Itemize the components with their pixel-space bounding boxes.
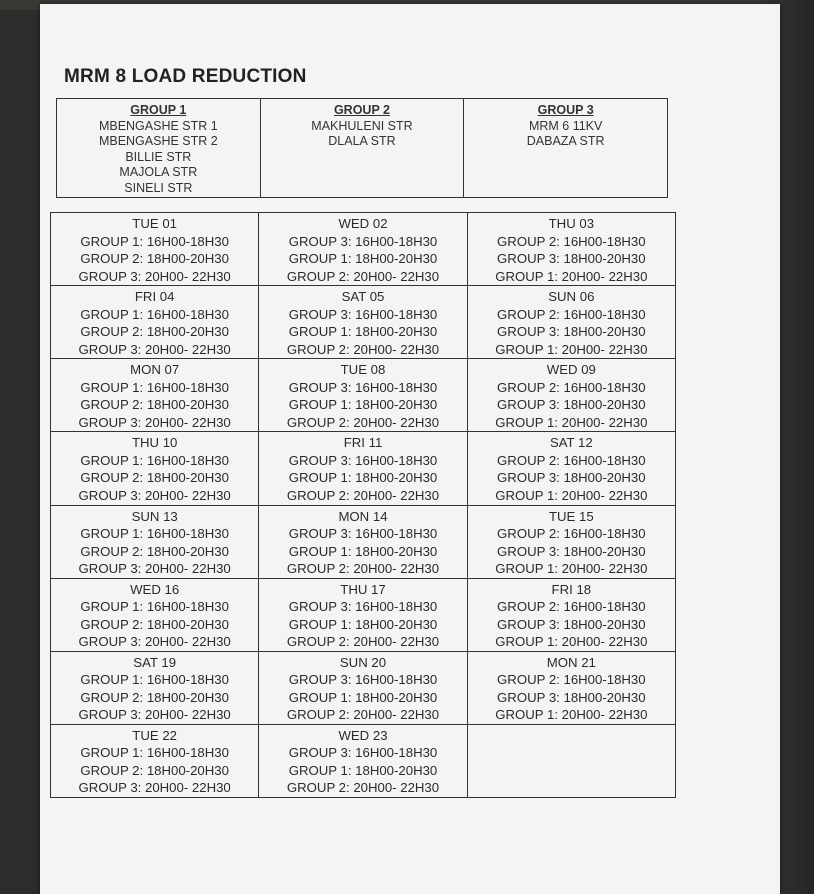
time-slot: GROUP 2: 18H00-20H30 (80, 251, 229, 266)
day-label: WED 23 (338, 727, 388, 743)
time-slot: GROUP 3: 16H00-18H30 (288, 599, 438, 615)
day-label: SUN 13 (131, 508, 178, 524)
street-name: MRM 6 11KV (528, 118, 603, 133)
day-label: WED 02 (338, 216, 388, 231)
time-slot: GROUP 1: 16H00-18H30 (80, 306, 229, 322)
day-cell (259, 359, 467, 432)
time-slot: GROUP 1: 16H00-18H30 (80, 599, 229, 615)
time-slot: GROUP 2: 16H00-18H30 (497, 452, 646, 468)
time-slot: GROUP 2: 20H00- 22H30 (286, 780, 440, 796)
time-slot: GROUP 3: 20H00- 22H30 (78, 561, 231, 576)
street-name: DLALA STR (328, 134, 396, 148)
street-name: MBENGASHE STR 1 (98, 118, 218, 133)
time-slot: GROUP 2: 20H00- 22H30 (286, 561, 440, 576)
day-cell (51, 724, 259, 797)
schedule-row (51, 505, 676, 578)
group-2-cell (260, 99, 464, 198)
schedule-table (50, 212, 676, 798)
time-slot: GROUP 2: 20H00- 22H30 (286, 487, 440, 503)
time-slot: GROUP 3: 20H00- 22H30 (78, 341, 231, 357)
day-cell (51, 286, 259, 359)
time-slot: GROUP 1: 18H00-20H30 (288, 543, 438, 559)
day-cell (259, 505, 467, 578)
day-label: WED 09 (546, 362, 596, 378)
time-slot: GROUP 2: 20H00- 22H30 (286, 634, 440, 650)
time-slot: GROUP 2: 18H00-20H30 (80, 470, 229, 486)
day-cell (51, 505, 259, 578)
day-cell (467, 578, 675, 651)
time-slot: GROUP 2: 16H00-18H30 (497, 526, 646, 541)
day-cell (51, 651, 259, 724)
day-cell (259, 578, 467, 651)
time-slot: GROUP 1: 18H00-20H30 (288, 689, 438, 705)
time-slot: GROUP 2: 20H00- 22H30 (286, 707, 440, 723)
day-label: SUN 06 (548, 289, 595, 305)
time-slot: GROUP 3: 20H00- 22H30 (78, 268, 231, 284)
time-slot: GROUP 2: 16H00-18H30 (497, 233, 646, 249)
street-name: SINELI STR (124, 180, 193, 195)
time-slot: GROUP 1: 16H00-18H30 (80, 526, 229, 541)
day-label: TUE 22 (132, 727, 178, 743)
time-slot: GROUP 3: 20H00- 22H30 (78, 487, 231, 503)
time-slot: GROUP 3: 20H00- 22H30 (78, 707, 231, 723)
time-slot: GROUP 3: 16H00-18H30 (288, 306, 438, 322)
time-slot: GROUP 1: 20H00- 22H30 (495, 561, 648, 576)
day-cell (467, 213, 675, 286)
schedule-row (51, 724, 676, 797)
time-slot: GROUP 3: 16H00-18H30 (288, 233, 438, 249)
day-label: TUE 15 (548, 508, 594, 524)
day-cell (259, 286, 467, 359)
day-label: TUE 08 (340, 362, 386, 378)
day-label: SUN 20 (339, 654, 387, 670)
day-cell (467, 505, 675, 578)
time-slot: GROUP 1: 20H00- 22H30 (495, 414, 648, 430)
day-label: FRI 11 (343, 435, 383, 451)
time-slot: GROUP 3: 18H00-20H30 (497, 251, 646, 266)
group-heading: GROUP 2 (333, 103, 390, 117)
time-slot: GROUP 1: 18H00-20H30 (288, 762, 438, 778)
schedule-row (51, 651, 676, 724)
schedule-row (51, 213, 676, 286)
day-label: THU 10 (131, 435, 178, 451)
day-label: SAT 19 (133, 654, 177, 670)
street-name: MBENGASHE STR 2 (98, 134, 218, 148)
time-slot: GROUP 3: 18H00-20H30 (497, 616, 646, 632)
time-slot: GROUP 3: 16H00-18H30 (288, 672, 438, 688)
street-name: MAKHULENI STR (311, 118, 413, 133)
time-slot: GROUP 1: 18H00-20H30 (288, 324, 438, 340)
time-slot: GROUP 3: 18H00-20H30 (497, 324, 646, 340)
street-name: MAJOLA STR (119, 165, 198, 179)
time-slot: GROUP 1: 20H00- 22H30 (495, 634, 648, 650)
street-name: DABAZA STR (526, 134, 605, 148)
day-cell (259, 213, 467, 286)
time-slot: GROUP 2: 20H00- 22H30 (286, 341, 440, 357)
time-slot: GROUP 1: 18H00-20H30 (288, 397, 438, 413)
time-slot: GROUP 2: 20H00- 22H30 (286, 268, 440, 284)
time-slot: GROUP 2: 16H00-18H30 (497, 379, 646, 395)
empty-cell (467, 724, 675, 797)
time-slot: GROUP 3: 20H00- 22H30 (78, 780, 231, 796)
time-slot: GROUP 1: 16H00-18H30 (80, 745, 229, 761)
time-slot: GROUP 2: 18H00-20H30 (80, 324, 229, 340)
day-label: THU 17 (340, 581, 386, 597)
time-slot: GROUP 2: 16H00-18H30 (497, 599, 646, 615)
time-slot: GROUP 1: 20H00- 22H30 (495, 341, 648, 357)
day-cell (259, 651, 467, 724)
groups-row (57, 99, 668, 198)
schedule-row (51, 578, 676, 651)
day-cell (51, 213, 259, 286)
day-label: MON 14 (338, 508, 388, 524)
day-label: SAT 12 (549, 435, 593, 451)
schedule-row (51, 432, 676, 505)
time-slot: GROUP 1: 16H00-18H30 (80, 452, 229, 468)
day-label: THU 03 (548, 216, 595, 231)
time-slot: GROUP 3: 16H00-18H30 (288, 452, 438, 468)
day-label: MON 07 (130, 362, 180, 378)
street-name: BILLIE STR (125, 149, 192, 164)
time-slot: GROUP 1: 18H00-20H30 (288, 251, 438, 266)
schedule-row (51, 286, 676, 359)
time-slot: GROUP 1: 18H00-20H30 (288, 470, 438, 486)
time-slot: GROUP 3: 16H00-18H30 (288, 745, 438, 761)
time-slot: GROUP 2: 18H00-20H30 (80, 689, 229, 705)
time-slot: GROUP 3: 18H00-20H30 (497, 543, 646, 559)
day-label: TUE 01 (132, 216, 178, 231)
schedule-row (51, 359, 676, 432)
day-label: FRI 18 (551, 581, 592, 597)
time-slot: GROUP 3: 16H00-18H30 (288, 526, 438, 541)
group-heading: GROUP 1 (130, 103, 187, 117)
time-slot: GROUP 2: 18H00-20H30 (80, 616, 229, 632)
time-slot: GROUP 2: 18H00-20H30 (80, 543, 229, 559)
time-slot: GROUP 1: 16H00-18H30 (80, 233, 229, 249)
day-label: FRI 04 (134, 289, 175, 305)
group-heading: GROUP 3 (537, 103, 594, 117)
group-1-cell (57, 99, 261, 198)
time-slot: GROUP 2: 16H00-18H30 (497, 672, 646, 688)
time-slot: GROUP 3: 20H00- 22H30 (78, 634, 231, 650)
day-label: MON 21 (546, 654, 596, 670)
time-slot: GROUP 2: 16H00-18H30 (497, 306, 646, 322)
day-cell (51, 578, 259, 651)
time-slot: GROUP 1: 16H00-18H30 (80, 672, 229, 688)
day-label: SAT 05 (341, 289, 385, 305)
day-cell (259, 432, 467, 505)
time-slot: GROUP 3: 16H00-18H30 (288, 379, 438, 395)
day-cell (467, 286, 675, 359)
day-label: WED 16 (130, 581, 180, 597)
time-slot: GROUP 1: 18H00-20H30 (288, 616, 438, 632)
time-slot: GROUP 3: 18H00-20H30 (497, 470, 646, 486)
day-cell (51, 359, 259, 432)
time-slot: GROUP 3: 18H00-20H30 (497, 689, 646, 705)
time-slot: GROUP 1: 20H00- 22H30 (495, 268, 648, 284)
day-cell (259, 724, 467, 797)
day-cell (51, 432, 259, 505)
time-slot: GROUP 1: 20H00- 22H30 (495, 707, 648, 723)
time-slot: GROUP 2: 18H00-20H30 (80, 397, 229, 413)
document-title: MRM 8 LOAD REDUCTION (64, 66, 307, 87)
day-cell (467, 651, 675, 724)
day-cell (467, 359, 675, 432)
time-slot: GROUP 3: 18H00-20H30 (497, 397, 646, 413)
groups-table (56, 98, 668, 198)
time-slot: GROUP 2: 20H00- 22H30 (286, 414, 440, 430)
day-cell (467, 432, 675, 505)
time-slot: GROUP 3: 20H00- 22H30 (78, 414, 231, 430)
time-slot: GROUP 1: 20H00- 22H30 (495, 487, 648, 503)
group-3-cell (464, 99, 668, 198)
time-slot: GROUP 1: 16H00-18H30 (80, 379, 229, 395)
time-slot: GROUP 2: 18H00-20H30 (80, 762, 229, 778)
